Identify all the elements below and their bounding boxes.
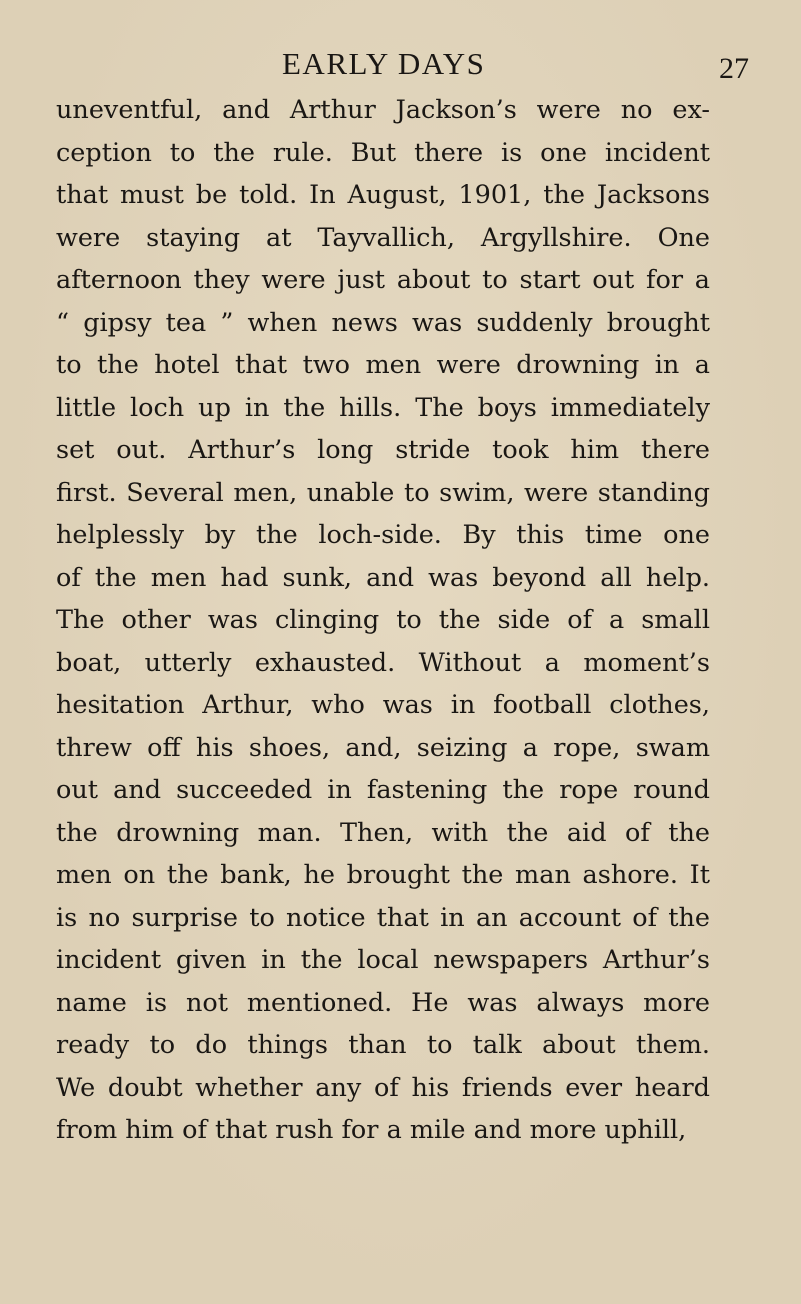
text-line: from him of that rush for a mile and more uphill, — [56, 1115, 687, 1145]
text-line: ception to the rule. But there is one incident — [56, 138, 710, 168]
text-line: ready to do things than to talk about them. — [56, 1030, 710, 1060]
text-line: name is not mentioned. He was always more — [56, 988, 710, 1018]
text-line: out and succeeded in fastening the rope round — [56, 775, 710, 805]
text-line: little loch up in the hills. The boys immediately — [56, 393, 710, 423]
text-line: first. Several men, unable to swim, were standing — [56, 478, 710, 508]
page-number: 27 — [719, 52, 749, 85]
chapter-title: EARLY DAYS — [282, 46, 486, 81]
text-line: men on the bank, he brought the man ashore. It — [56, 860, 710, 890]
running-header — [0, 40, 801, 85]
text-line: uneventful, and Arthur Jackson’s were no ex- — [56, 95, 710, 125]
text-line: afternoon they were just about to start out for a — [56, 265, 710, 295]
text-line: the drowning man. Then, with the aid of the — [56, 818, 710, 848]
text-line: of the men had sunk, and was beyond all help. — [56, 563, 710, 593]
text-line: helplessly by the loch-side. By this time one — [56, 520, 710, 550]
text-line: set out. Arthur’s long stride took him there — [56, 435, 710, 465]
text-line: The other was clinging to the side of a small — [56, 605, 710, 635]
text-line: “ gipsy tea ” when news was suddenly brought — [56, 308, 710, 338]
text-line: threw off his shoes, and, seizing a rope, swam — [56, 733, 710, 763]
text-line: to the hotel that two men were drowning in a — [56, 350, 710, 380]
text-line: is no surprise to notice that in an account of the — [56, 903, 710, 933]
text-line: that must be told. In August, 1901, the Jacksons — [56, 180, 710, 210]
text-line: incident given in the local newspapers Arthur’s — [56, 945, 710, 975]
text-line: were staying at Tayvallich, Argyllshire. One — [56, 223, 710, 253]
text-line: We doubt whether any of his friends ever heard — [56, 1073, 710, 1103]
text-line: boat, utterly exhausted. Without a moment’s — [56, 648, 710, 678]
text-line: hesitation Arthur, who was in football clothes, — [56, 690, 710, 720]
